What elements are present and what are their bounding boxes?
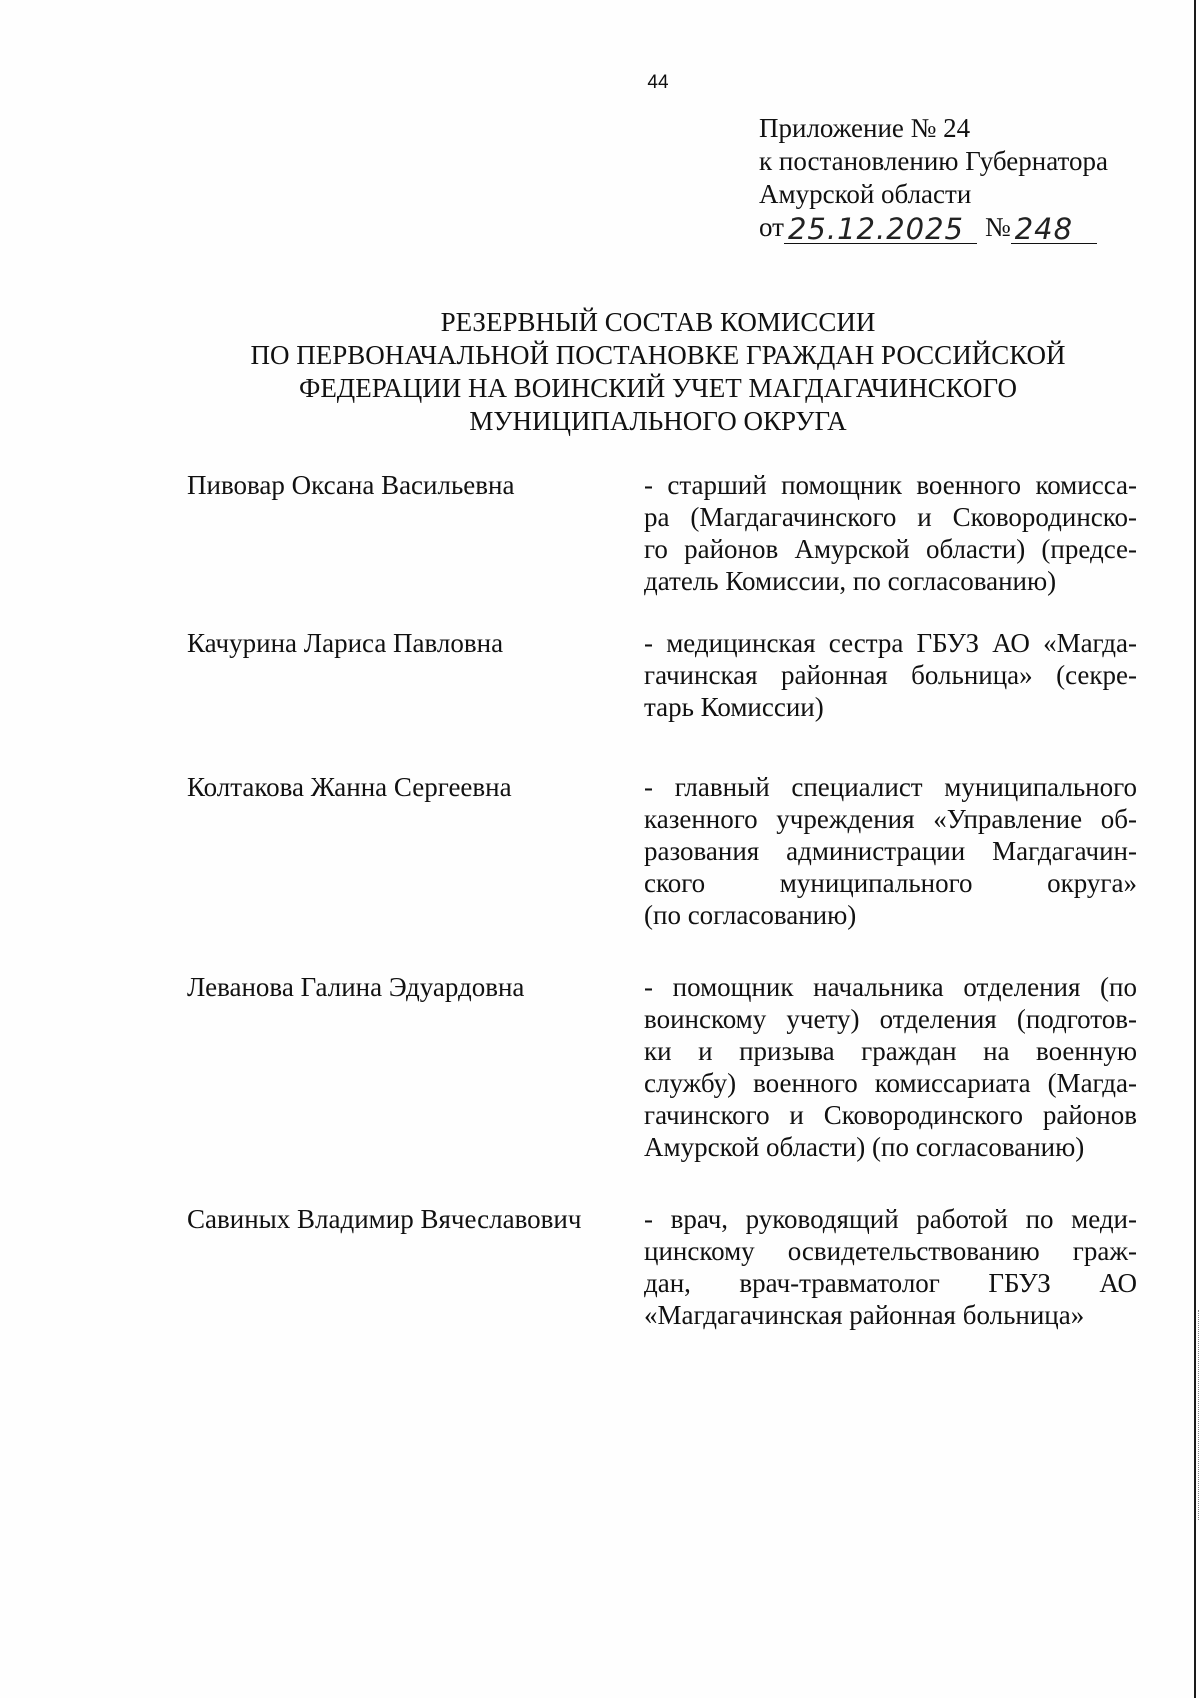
member-role-line: службу) военного комиссариата (Магда- [644,1068,1137,1098]
annex-line-1: Приложение № 24 [759,113,971,143]
handwritten-date: 25.12.2025 [784,215,977,244]
member-role-line: - медицинская сестра ГБУЗ АО «Магда- [644,628,1137,658]
member-name: Колтакова Жанна Сергеевна [187,772,512,802]
member-name: Леванова Галина Эдуардовна [187,972,525,1002]
member-role [644,971,1137,1163]
number-prefix: № [984,212,1011,242]
member-role [644,1203,1137,1331]
member-row [187,771,1137,931]
member-role-line: гачинского и Сковородинского районов [644,1100,1137,1130]
member-role-line: го районов Амурской области) (предсе- [644,534,1137,564]
member-role-line: - врач, руководящий работой по меди- [644,1204,1137,1234]
member-role-line: тарь Комиссии) [644,692,824,722]
annex-date-number [759,211,1159,244]
date-prefix: от [759,212,784,242]
member-role [644,771,1137,931]
member-role-line: гачинская районная больница» (секре- [644,660,1137,690]
member-role-line: - старший помощник военного комисса- [644,470,1137,500]
member-role-line: воинскому учету) отделения (подготов- [644,1004,1137,1034]
title-line-1: РЕЗЕРВНЫЙ СОСТАВ КОМИССИИ [440,307,876,337]
member-row [187,469,1137,597]
member-role-line: датель Комиссии, по согласованию) [644,566,1057,596]
member-row [187,1203,1137,1331]
members-list [187,469,1137,1331]
member-role-line: - главный специалист муниципального [644,772,1137,802]
member-role-line: казенного учреждения «Управление об- [644,804,1137,834]
member-role-line: - помощник начальника отделения (по [644,972,1137,1002]
member-name: Пивовар Оксана Васильевна [187,470,515,500]
member-role-line: ра (Магдагачинского и Сковородинско- [644,502,1137,532]
member-row [187,971,1137,1163]
member-role-line: цинскому освидетельствованию граж- [644,1236,1137,1266]
scan-edge-line [1194,0,1196,1698]
member-role-line: разования администрации Магдагачин- [644,836,1137,866]
member-role [644,469,1137,597]
member-role [644,627,1137,723]
member-name: Савиных Владимир Вячеславович [187,1204,582,1234]
member-role-line: дан, врач-травматолог ГБУЗ АО [644,1268,1137,1298]
annex-line-3: Амурской области [759,179,972,209]
title-line-3: ФЕДЕРАЦИИ НА ВОИНСКИЙ УЧЕТ МАГДАГАЧИНСКОГО [298,373,1017,403]
member-role-line: (по согласованию) [644,900,857,930]
annex-line-2: к постановлению Губернатора [759,146,1108,176]
title-line-4: МУНИЦИПАЛЬНОГО ОКРУГА [469,406,847,436]
member-name: Качурина Лариса Павловна [187,628,504,658]
member-role-line: ки и призыва граждан на военную [644,1036,1137,1066]
member-role-line: ского муниципального округа» [644,868,1137,898]
annex-block [759,112,1159,244]
document-title [0,306,1200,438]
handwritten-number: 248 [1011,215,1097,244]
page-number: 44 [647,72,669,93]
member-role-line: Амурской области) (по согласованию) [644,1132,1085,1162]
member-row [187,627,1137,723]
title-line-2: ПО ПЕРВОНАЧАЛЬНОЙ ПОСТАНОВКЕ ГРАЖДАН РОССИЙСКОЙ [250,340,1066,370]
member-role-line: «Магдагачинская районная больница» [644,1300,1085,1330]
